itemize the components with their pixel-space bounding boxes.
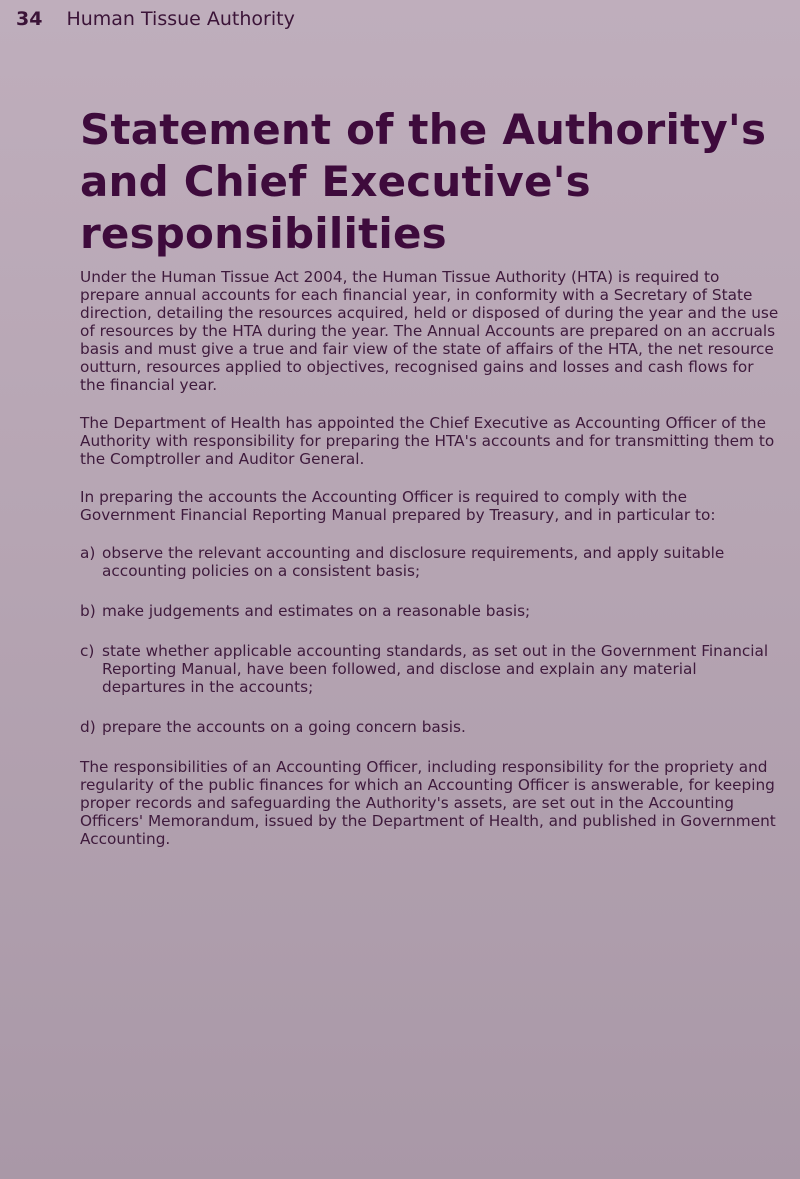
paragraph-responsibilities: The responsibilities of an Accounting Officer, including responsibility for the propriety and regularity of the public finances for which an Accounting Officer is answerable, for keeping proper records and safeguarding the Authority's assets, are set out in the Accounting Officers' Memorandum, issued by the Department of Health, and published in Government Accounting. bbox=[80, 758, 776, 848]
paragraph-intro: Under the Human Tissue Act 2004, the Human Tissue Authority (HTA) is required to prepare annual accounts for each financial year, in conformity with a Secretary of State direction, detailing the resources acquired, held or disposed of during the year and the use of resources by the HTA during the year. The Annual Accounts are prepared on an accruals basis and must give a true and fair view of the state of affairs of the HTA, the net resource outturn, resources applied to objectives, recognised gains and losses and cash flows for the financial year. bbox=[80, 268, 779, 394]
page-title: Statement of the Authority's and Chief Executive's responsibilities bbox=[80, 105, 767, 258]
paragraph-requirements: In preparing the accounts the Accounting Officer is required to comply with the Government Financial Reporting Manual prepared by Treasury, and in particular to: bbox=[80, 488, 716, 524]
requirements-list bbox=[80, 544, 780, 736]
list-item-text: make judgements and estimates on a reasonable basis; bbox=[102, 602, 531, 620]
list-item bbox=[80, 602, 780, 620]
running-title: Human Tissue Authority bbox=[66, 8, 295, 30]
list-item bbox=[80, 718, 780, 736]
list-item-letter: a) bbox=[80, 544, 96, 562]
list-item-text: observe the relevant accounting and disclosure requirements, and apply suitable accounting policies on a consistent basis; bbox=[102, 544, 725, 580]
list-item-text: prepare the accounts on a going concern basis. bbox=[102, 718, 466, 736]
list-item-letter: d) bbox=[80, 718, 96, 736]
body-text bbox=[80, 268, 780, 868]
running-header bbox=[16, 8, 295, 30]
paragraph-accounting-officer: The Department of Health has appointed the Chief Executive as Accounting Officer of the Authority with responsibility for preparing the HTA's accounts and for transmitting them to the Comptroller and Auditor General. bbox=[80, 414, 775, 468]
list-item bbox=[80, 642, 780, 696]
list-item-letter: b) bbox=[80, 602, 96, 620]
page-number: 34 bbox=[16, 8, 43, 30]
list-item-letter: c) bbox=[80, 642, 95, 660]
list-item bbox=[80, 544, 780, 580]
list-item-text: state whether applicable accounting standards, as set out in the Government Financial Reporting Manual, have been followed, and disclose and explain any material departures in the accounts; bbox=[102, 642, 769, 696]
